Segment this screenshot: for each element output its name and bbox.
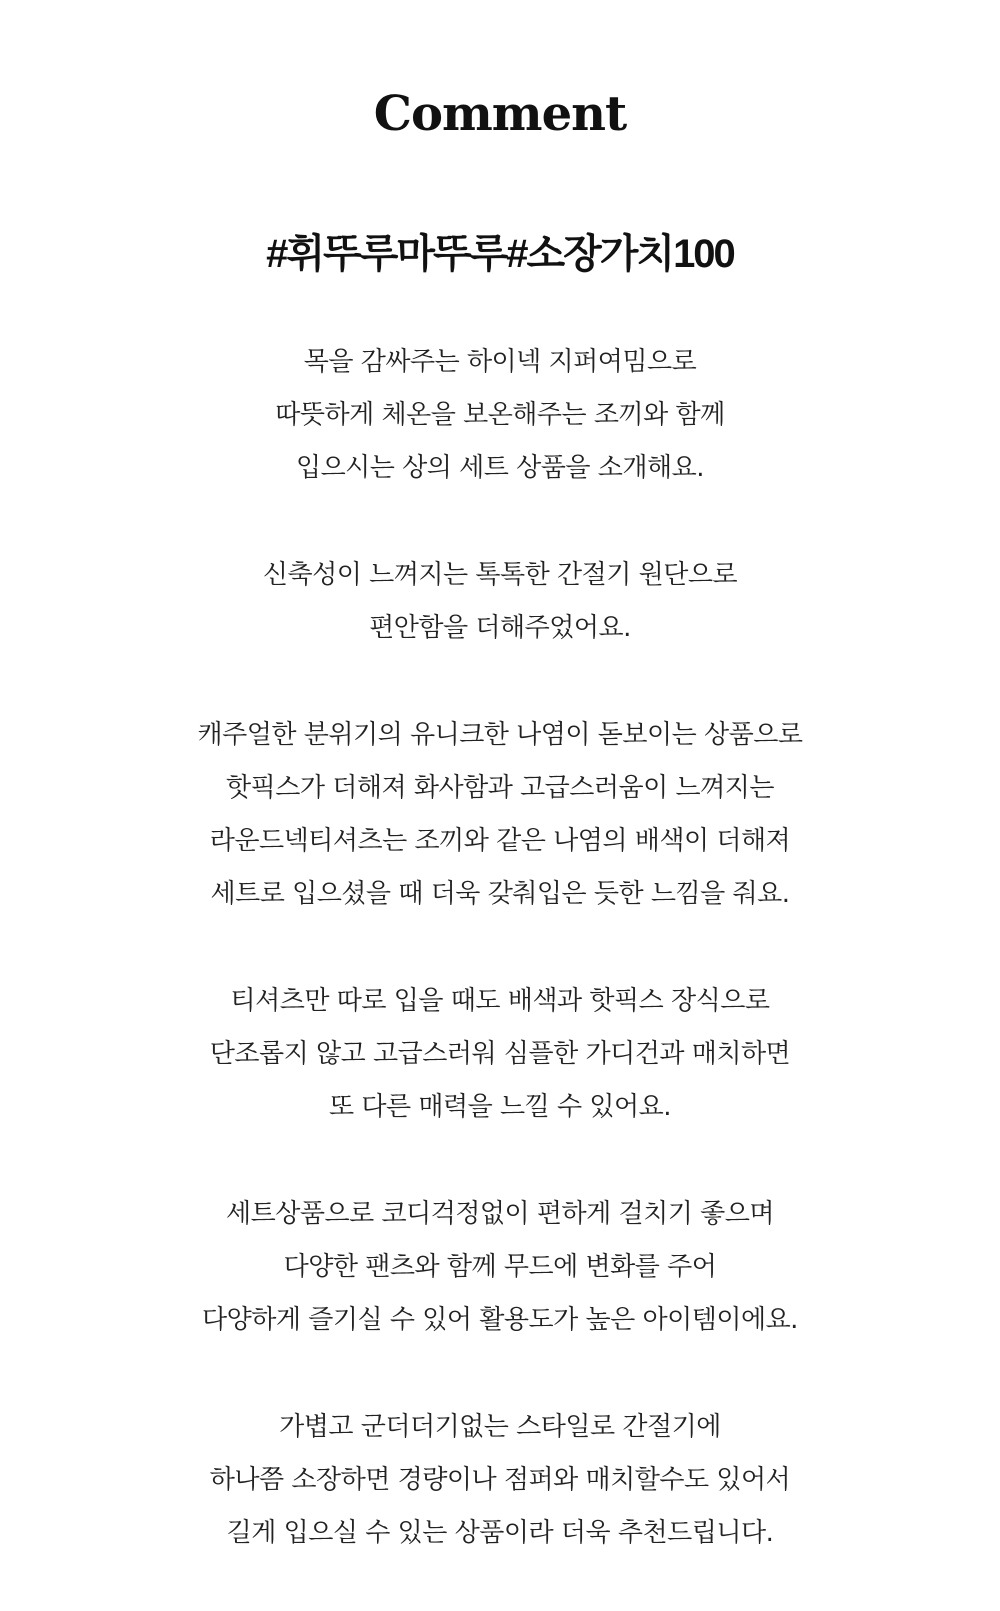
text-line: 신축성이 느껴지는 톡톡한 간절기 원단으로: [262, 560, 738, 590]
paragraph-set-coordination: [0, 1188, 1000, 1347]
text-line: 다양한 팬츠와 함께 무드에 변화를 주어: [283, 1252, 717, 1282]
paragraph-neck-zipper: [0, 336, 1000, 495]
paragraph-recommendation: [0, 1401, 1000, 1560]
text-line: 편안함을 더해주었어요.: [369, 613, 631, 643]
text-line: 길게 입으실 수 있는 상품이라 더욱 추천드립니다.: [226, 1518, 774, 1548]
description-body: [0, 336, 1000, 1560]
text-line: 세트상품으로 코디걱정없이 편하게 걸치기 좋으며: [226, 1199, 774, 1229]
paragraph-tshirt-styling: [0, 975, 1000, 1134]
text-line: 목을 감싸주는 하이넥 지퍼여밈으로: [303, 347, 697, 377]
text-line: 또 다른 매력을 느낄 수 있어요.: [329, 1092, 671, 1122]
text-line: 핫픽스가 더해져 화사함과 고급스러움이 느껴지는: [226, 773, 774, 803]
text-line: 세트로 입으셨을 때 더욱 갖춰입은 듯한 느낌을 줘요.: [210, 879, 790, 909]
text-line: 입으시는 상의 세트 상품을 소개해요.: [295, 453, 705, 483]
paragraph-print-design: [0, 709, 1000, 921]
text-line: 따뜻하게 체온을 보온해주는 조끼와 함께: [275, 400, 725, 430]
hashtag-title: #휘뚜루마뚜루#소장가치100: [266, 232, 734, 276]
text-line: 라운드넥티셔츠는 조끼와 같은 나염의 배색이 더해져: [209, 826, 791, 856]
paragraph-fabric: [0, 549, 1000, 655]
section-heading: Comment: [373, 86, 627, 142]
text-line: 다양하게 즐기실 수 있어 활용도가 높은 아이템이에요.: [202, 1305, 798, 1335]
text-line: 가볍고 군더더기없는 스타일로 간절기에: [279, 1412, 721, 1442]
text-line: 캐주얼한 분위기의 유니크한 나염이 돋보이는 상품으로: [197, 720, 803, 750]
text-line: 단조롭지 않고 고급스러워 심플한 가디건과 매치하면: [209, 1039, 791, 1069]
text-line: 하나쯤 소장하면 경량이나 점퍼와 매치할수도 있어서: [209, 1465, 791, 1495]
text-line: 티셔츠만 따로 입을 때도 배색과 핫픽스 장식으로: [230, 986, 770, 1016]
